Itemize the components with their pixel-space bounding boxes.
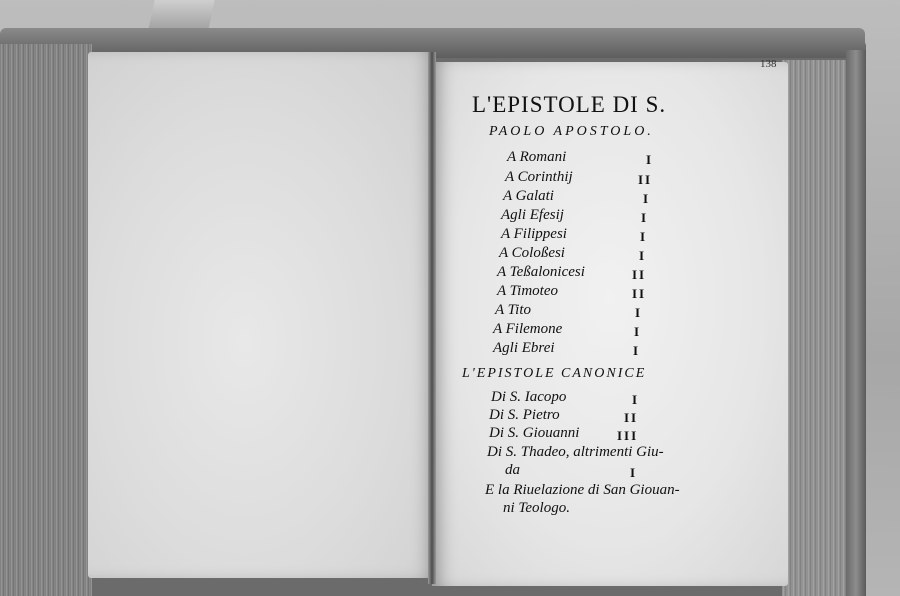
list-item: Di S. Thadeo, altrimenti Giu- — [487, 444, 664, 460]
page-title: L'EPISTOLE DI S. — [472, 92, 667, 117]
list-item-number: II — [624, 410, 639, 425]
right-page — [432, 62, 788, 586]
left-page-blank — [88, 52, 436, 578]
list-item-number: II — [632, 286, 647, 301]
list-item: Agli Efesij — [501, 207, 564, 223]
list-item: A Filemone — [493, 321, 563, 337]
book-gutter — [428, 52, 436, 584]
page-edges-left — [0, 44, 92, 596]
list-item-number: I — [639, 248, 647, 263]
list-item-number: I — [632, 392, 640, 407]
list-item: E la Riuelazione di San Giouan- — [485, 482, 680, 498]
list-item: A Filippesi — [501, 226, 567, 242]
list-item: Di S. Giouanni — [489, 425, 580, 441]
list-item-number: I — [635, 305, 643, 320]
list-item-number: II — [638, 172, 653, 187]
list-item: Di S. Pietro — [489, 407, 560, 423]
list-item: Agli Ebrei — [493, 340, 555, 356]
list-item-number: I — [646, 152, 654, 167]
page-subtitle: PAOLO APOSTOLO. — [489, 124, 654, 139]
list-item-number: I — [634, 324, 642, 339]
list-item-number: I — [643, 191, 651, 206]
folio-number: 138 — [760, 58, 777, 70]
list-item: A Teßalonicesi — [497, 264, 585, 280]
list-item: Di S. Iacopo — [491, 389, 567, 405]
list-item-number: I — [641, 210, 649, 225]
list-item: A Corinthij — [505, 169, 573, 185]
list-item-number: I — [640, 229, 648, 244]
list-item: da — [505, 462, 520, 478]
list-item-number: I — [633, 343, 641, 358]
list-item-number: II — [632, 267, 647, 282]
list-item: A Tito — [495, 302, 531, 318]
list-item-number: III — [617, 428, 639, 443]
list-item: A Timoteo — [497, 283, 558, 299]
list-item-number: I — [630, 465, 638, 480]
list-item: A Romani — [507, 149, 567, 165]
list-item: ni Teologo. — [503, 500, 570, 516]
page-edges-right — [782, 60, 854, 596]
book-cover-right — [846, 50, 866, 596]
list-item: A Galati — [503, 188, 554, 204]
list-item: A Coloßesi — [499, 245, 565, 261]
section-heading: L'EPISTOLE CANONICE — [462, 366, 647, 381]
